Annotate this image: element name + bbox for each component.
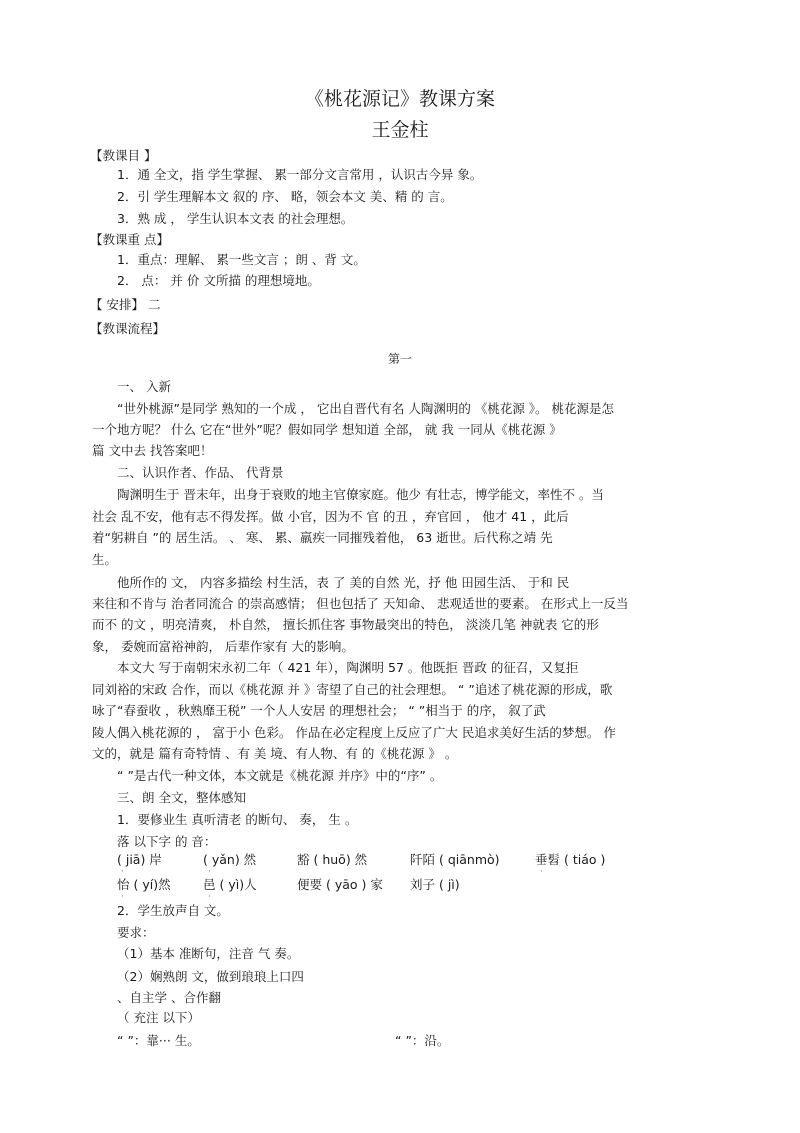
paragraph-line: 来往和不肯与 治者同流合 的崇高感情； 但也包括了 天知命、 悲观适世的要素。 在形式上一反当 bbox=[92, 596, 629, 611]
goal-item: 3．熟 成 ， 学生认识本文表 的社会理想。 bbox=[117, 211, 354, 226]
paragraph-line: 篇 文中去 找答案吧！ bbox=[92, 443, 213, 458]
pronunciation-item: 邑 ( yì)人 bbox=[203, 877, 257, 892]
annotation-item: “ ”：沿。 bbox=[395, 1033, 450, 1048]
goal-item: 1．通 全文，指 学生掌握、 累一部分文言常用 ，认识古今异 象。 bbox=[117, 167, 483, 182]
paragraph-line: 着“躬耕自 ”的 居生活。 、 寒、 累、羸疾一同摧残着他， 63 逝世。后代称之靖 先 bbox=[92, 530, 553, 545]
process-heading: 【教课流程】 bbox=[90, 321, 166, 336]
paragraph-line: 文的，就是 篇有奇特情 、有 美 境、有人物、有 的《桃花源 》 。 bbox=[92, 746, 458, 761]
paragraph-line: 陵人偶入桃花源的 ， 富于小 色彩。 作品在必定程度上反应了广大 民追求美好生活的梦想。 作 bbox=[92, 725, 616, 740]
emphasis-dot: · bbox=[121, 892, 124, 902]
paragraph-line: 本文大 写于南朝宋永初二年（ 421 年），陶渊明 57 。他既拒 晋政 的征召，又复拒 bbox=[117, 660, 579, 675]
paragraph-line: 象， 委婉而富裕神韵， 后辈作家有 大的影响。 bbox=[92, 639, 354, 654]
emphasis-dot: · bbox=[208, 867, 211, 877]
paragraph-line: 同刘裕的宋政 合作，而以《桃花源 并 》寄望了自己的社会理想。 “ ”追述了桃花源的形成，歌 bbox=[92, 682, 613, 697]
paragraph-line: 咏了“春蚕收 ，秋熟靡王税” 一个人人安居 的理想社会； “ ”相当于 的序， 叙了武 bbox=[92, 703, 546, 718]
emphasis-dot: · bbox=[121, 867, 124, 877]
paragraph-line: “世外桃源”是同学 熟知的一个成 ， 它出自晋代有名 人陶渊明的 《桃花源 》。 桃花源是怎 bbox=[117, 401, 615, 416]
teaching-goals-heading: 【教课目 】 bbox=[90, 148, 157, 163]
paragraph-line: （ 充注 以下） bbox=[117, 1010, 200, 1025]
requirement-item: （1）基本 准断句，注音 气 奏。 bbox=[117, 946, 300, 961]
pronunciation-item: 豁 ( huō) 然 bbox=[297, 852, 368, 867]
arrangement-line: 【 安排】 二 bbox=[90, 297, 161, 312]
pronunciation-item: 便要 ( yāo ) 家 bbox=[297, 877, 383, 892]
paragraph-line: 2．学生放声自 文。 bbox=[117, 903, 229, 918]
paragraph-line: 陶渊明生于 晋末年，出身于衰败的地主官僚家庭。他少 有壮志，博学能文，率性不 。当 bbox=[117, 487, 604, 502]
paragraph-line: “ ”是古代一种文体，本文就是《桃花源 并序》中的“序” 。 bbox=[117, 768, 443, 783]
section-heading: 一、 入新 bbox=[117, 379, 171, 394]
pronunciation-item: 怡 ( yí)然 bbox=[117, 877, 171, 892]
annotation-item: “ ”：靠··· 生。 bbox=[117, 1033, 200, 1048]
emphasis-dot: · bbox=[208, 892, 211, 902]
emphasis-dot: · bbox=[540, 867, 543, 877]
section-heading: 三、朗 全文，整体感知 bbox=[117, 790, 246, 805]
requirement-item: （2）娴熟朗 文，做到琅琅上口四 bbox=[117, 969, 304, 984]
key-points-heading: 【教课重 点】 bbox=[90, 232, 169, 247]
paragraph-line: 生。 bbox=[92, 552, 118, 567]
goal-item: 2．引 学生理解本文 叙的 序、 略，领会本文 美、精 的 言。 bbox=[117, 189, 453, 204]
paragraph-line: 社会 乱不安，他有志不得发挥。做 小官，因为不 官 的丑 ，弃官回 ， 他才 41 ，此后 bbox=[92, 509, 569, 524]
section-heading: 二、认识作者、作品、 代背景 bbox=[117, 465, 284, 480]
pronunciation-item: 阡陌 ( qiānmò) bbox=[410, 852, 500, 867]
paragraph-line: 他所作的 文， 内容多描绘 村生活，表 了 美的自然 光，抒 他 田园生活、 于和 民 bbox=[117, 575, 570, 590]
paragraph-line: 一个地方呢？ 什么 它在“世外”呢？假如同学 想知道 全部， 就 我 一同从《桃花源 》 bbox=[92, 422, 562, 437]
key-point-item: 1．重点：理解、 累一些文言 ；朗 、背 文。 bbox=[117, 252, 366, 267]
paragraph-line: 而不 的文 ，明亮清爽， 朴自然， 擅长抓住客 事物最突出的特色， 淡淡几笔 神就表 它的形 bbox=[92, 617, 599, 632]
pronunciation-item: ( jiā) 岸 bbox=[117, 852, 162, 867]
pronunciation-item: 刘子 ( jì) bbox=[410, 877, 460, 892]
paragraph-line: 1．要修业生 真听清老 的断句、 奏， 生 。 bbox=[117, 812, 358, 827]
key-point-item: 2． 点： 并 价 文所描 的理想境地。 bbox=[117, 273, 320, 288]
requirements-heading: 要求： bbox=[117, 925, 155, 940]
document-title: 《桃花源记》教课方案 bbox=[304, 88, 495, 110]
pronunciation-item: 垂髫 ( tiáo ) bbox=[535, 852, 606, 867]
section-heading: 、自主学 、合作翻 bbox=[117, 990, 221, 1005]
lesson-heading: 第一 bbox=[387, 352, 412, 366]
pronunciation-heading: 落 以下字 的 音： bbox=[117, 834, 217, 849]
document-author: 王金柱 bbox=[371, 119, 429, 141]
pronunciation-item: ( yǎn) 然 bbox=[203, 852, 257, 867]
